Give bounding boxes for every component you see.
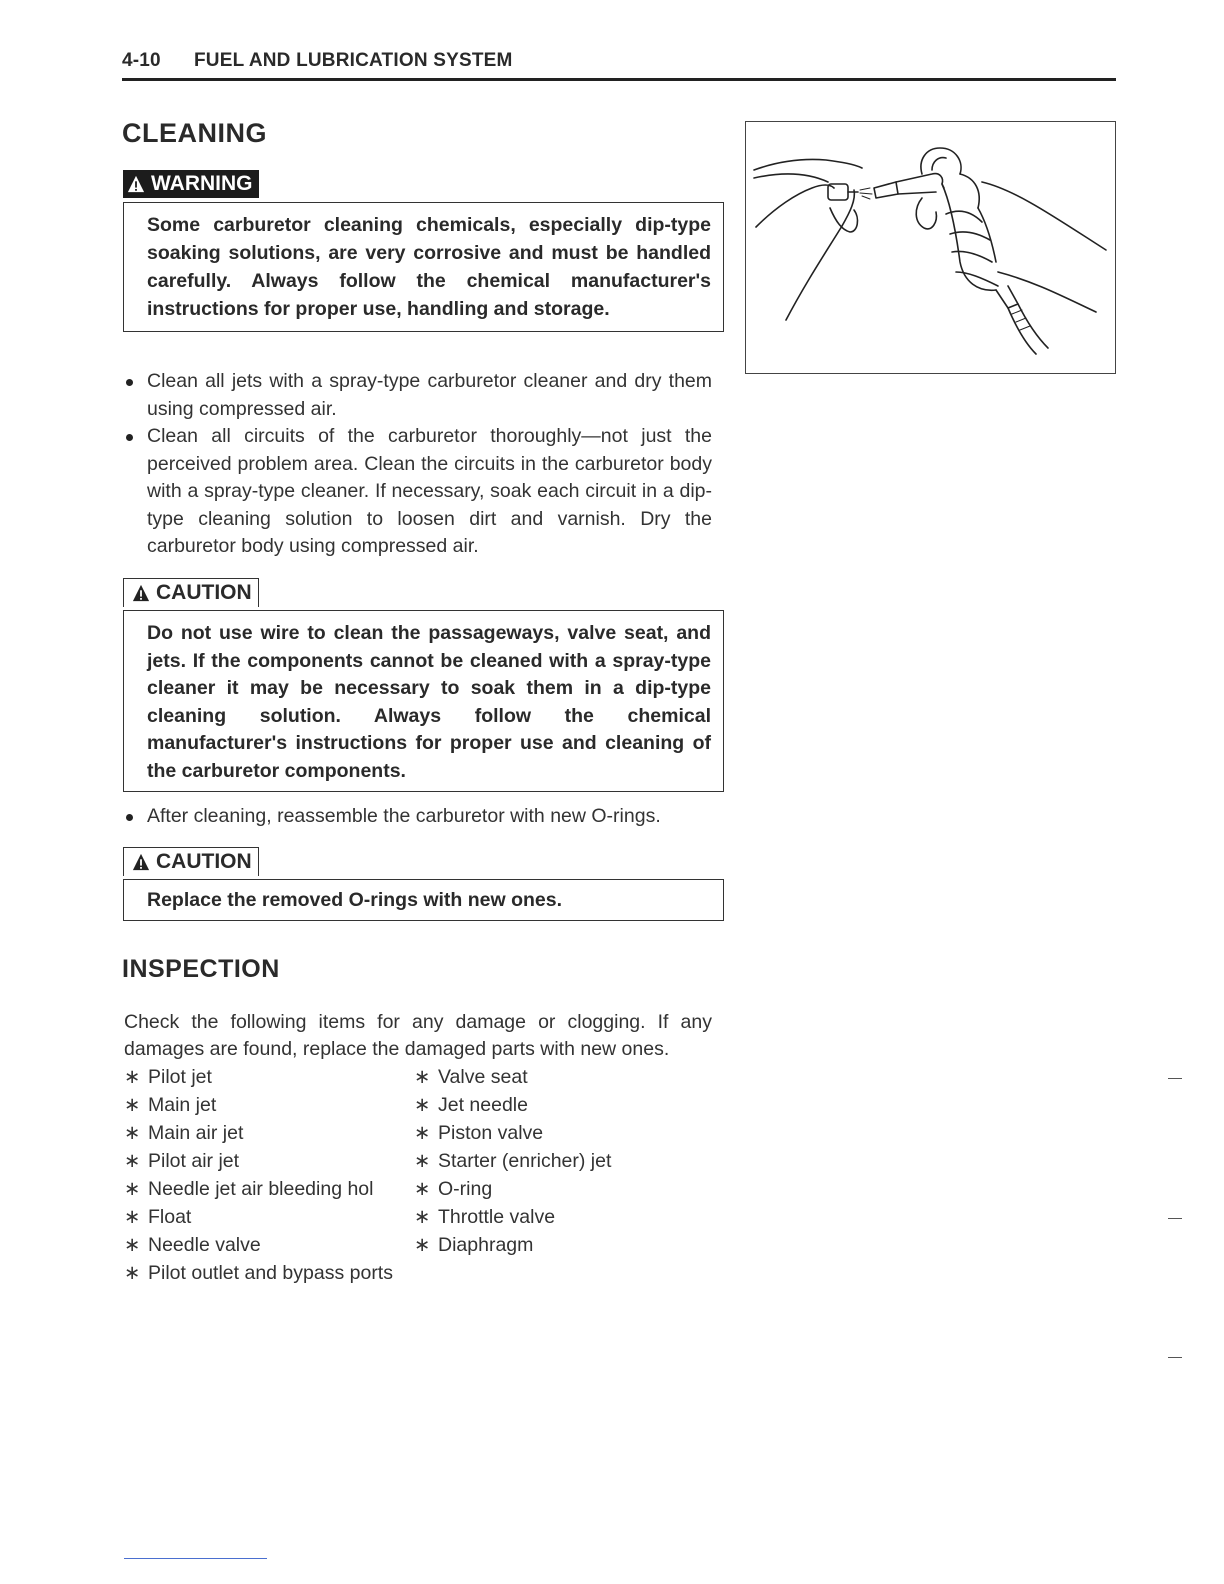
inspection-heading: INSPECTION	[122, 955, 280, 983]
caution-label-1	[123, 578, 259, 607]
list-item: ∗ Pilot air jet	[124, 1150, 240, 1172]
page-number: 4-10	[122, 50, 161, 71]
caution-box-1: Do not use wire to clean the passageways, valve seat, and jets. If the components cannot be cleaned with a spray-type cleaner it may be necessary to soak them in a dip-type cleaning solution. Always follow the chemical manufacturer's instructions for proper use and cleaning of the carburetor components.	[123, 610, 724, 792]
list-item: Clean all jets with a spray-type carburetor cleaner and dry them using compressed air.	[124, 368, 712, 423]
list-item: ∗ Pilot jet	[124, 1066, 212, 1088]
warning-box: Some carburetor cleaning chemicals, especially dip-type soaking solutions, are very corrosive and must be handled carefully. Always follow the chemical manufacturer's instructions for proper use, handling and storage.	[123, 202, 724, 332]
list-item: ∗ Needle jet air bleeding hol	[124, 1178, 374, 1200]
list-item: ∗ Needle valve	[124, 1234, 261, 1256]
list-item: ∗ Piston valve	[414, 1122, 544, 1144]
list-item: ∗ Starter (enricher) jet	[414, 1150, 612, 1172]
air-gun-cleaning-jet-icon	[746, 122, 1115, 373]
caution-label-text: CAUTION	[156, 581, 252, 604]
list-item: ∗ Valve seat	[414, 1066, 528, 1088]
footer-rule	[124, 1558, 267, 1559]
cleaning-illustration	[745, 121, 1116, 374]
caution-triangle-icon	[132, 853, 150, 871]
edge-mark	[1168, 1218, 1182, 1219]
list-item: ∗ Float	[124, 1206, 192, 1228]
list-item: ∗ Diaphragm	[414, 1234, 534, 1256]
after-cleaning-bullets	[124, 803, 712, 831]
caution-label-2	[123, 847, 259, 876]
caution-triangle-icon	[132, 584, 150, 602]
caution-label-text: CAUTION	[156, 850, 252, 873]
list-item: ∗ Pilot outlet and bypass ports	[124, 1262, 393, 1284]
header-text	[122, 50, 1116, 72]
header-rule	[122, 78, 1116, 81]
list-item: ∗ Main jet	[124, 1094, 217, 1116]
cleaning-bullets	[124, 368, 712, 561]
list-item: ∗ Jet needle	[414, 1094, 528, 1116]
list-item: ∗ Throttle valve	[414, 1206, 556, 1228]
caution-box-2: Replace the removed O-rings with new ones.	[123, 879, 724, 921]
inspection-intro: Check the following items for any damage or clogging. If any damages are found, replace the damaged parts with new ones.	[124, 1011, 712, 1060]
bullet-dot-icon	[126, 814, 133, 821]
list-item: ∗ O-ring	[414, 1178, 493, 1200]
edge-mark	[1168, 1078, 1182, 1079]
edge-mark	[1168, 1357, 1182, 1358]
warning-label-text: WARNING	[151, 172, 253, 195]
bullet-dot-icon	[126, 434, 133, 441]
list-item: Clean all circuits of the carburetor thoroughly—not just the perceived problem area. Clean the circuits in the carburetor body with a spray-type cleaner. If necessary, soak each circuit in a dip-type cleaning solution to loosen dirt and varnish. Dry the carburetor body using compressed air.	[124, 423, 712, 561]
warning-label	[123, 170, 259, 198]
list-item: ∗ Main air jet	[124, 1122, 244, 1144]
warning-triangle-icon	[127, 175, 145, 193]
bullet-dot-icon	[126, 379, 133, 386]
cleaning-heading: CLEANING	[122, 118, 267, 148]
list-item: After cleaning, reassemble the carburetor with new O-rings.	[124, 803, 712, 831]
section-title: FUEL AND LUBRICATION SYSTEM	[194, 50, 513, 71]
